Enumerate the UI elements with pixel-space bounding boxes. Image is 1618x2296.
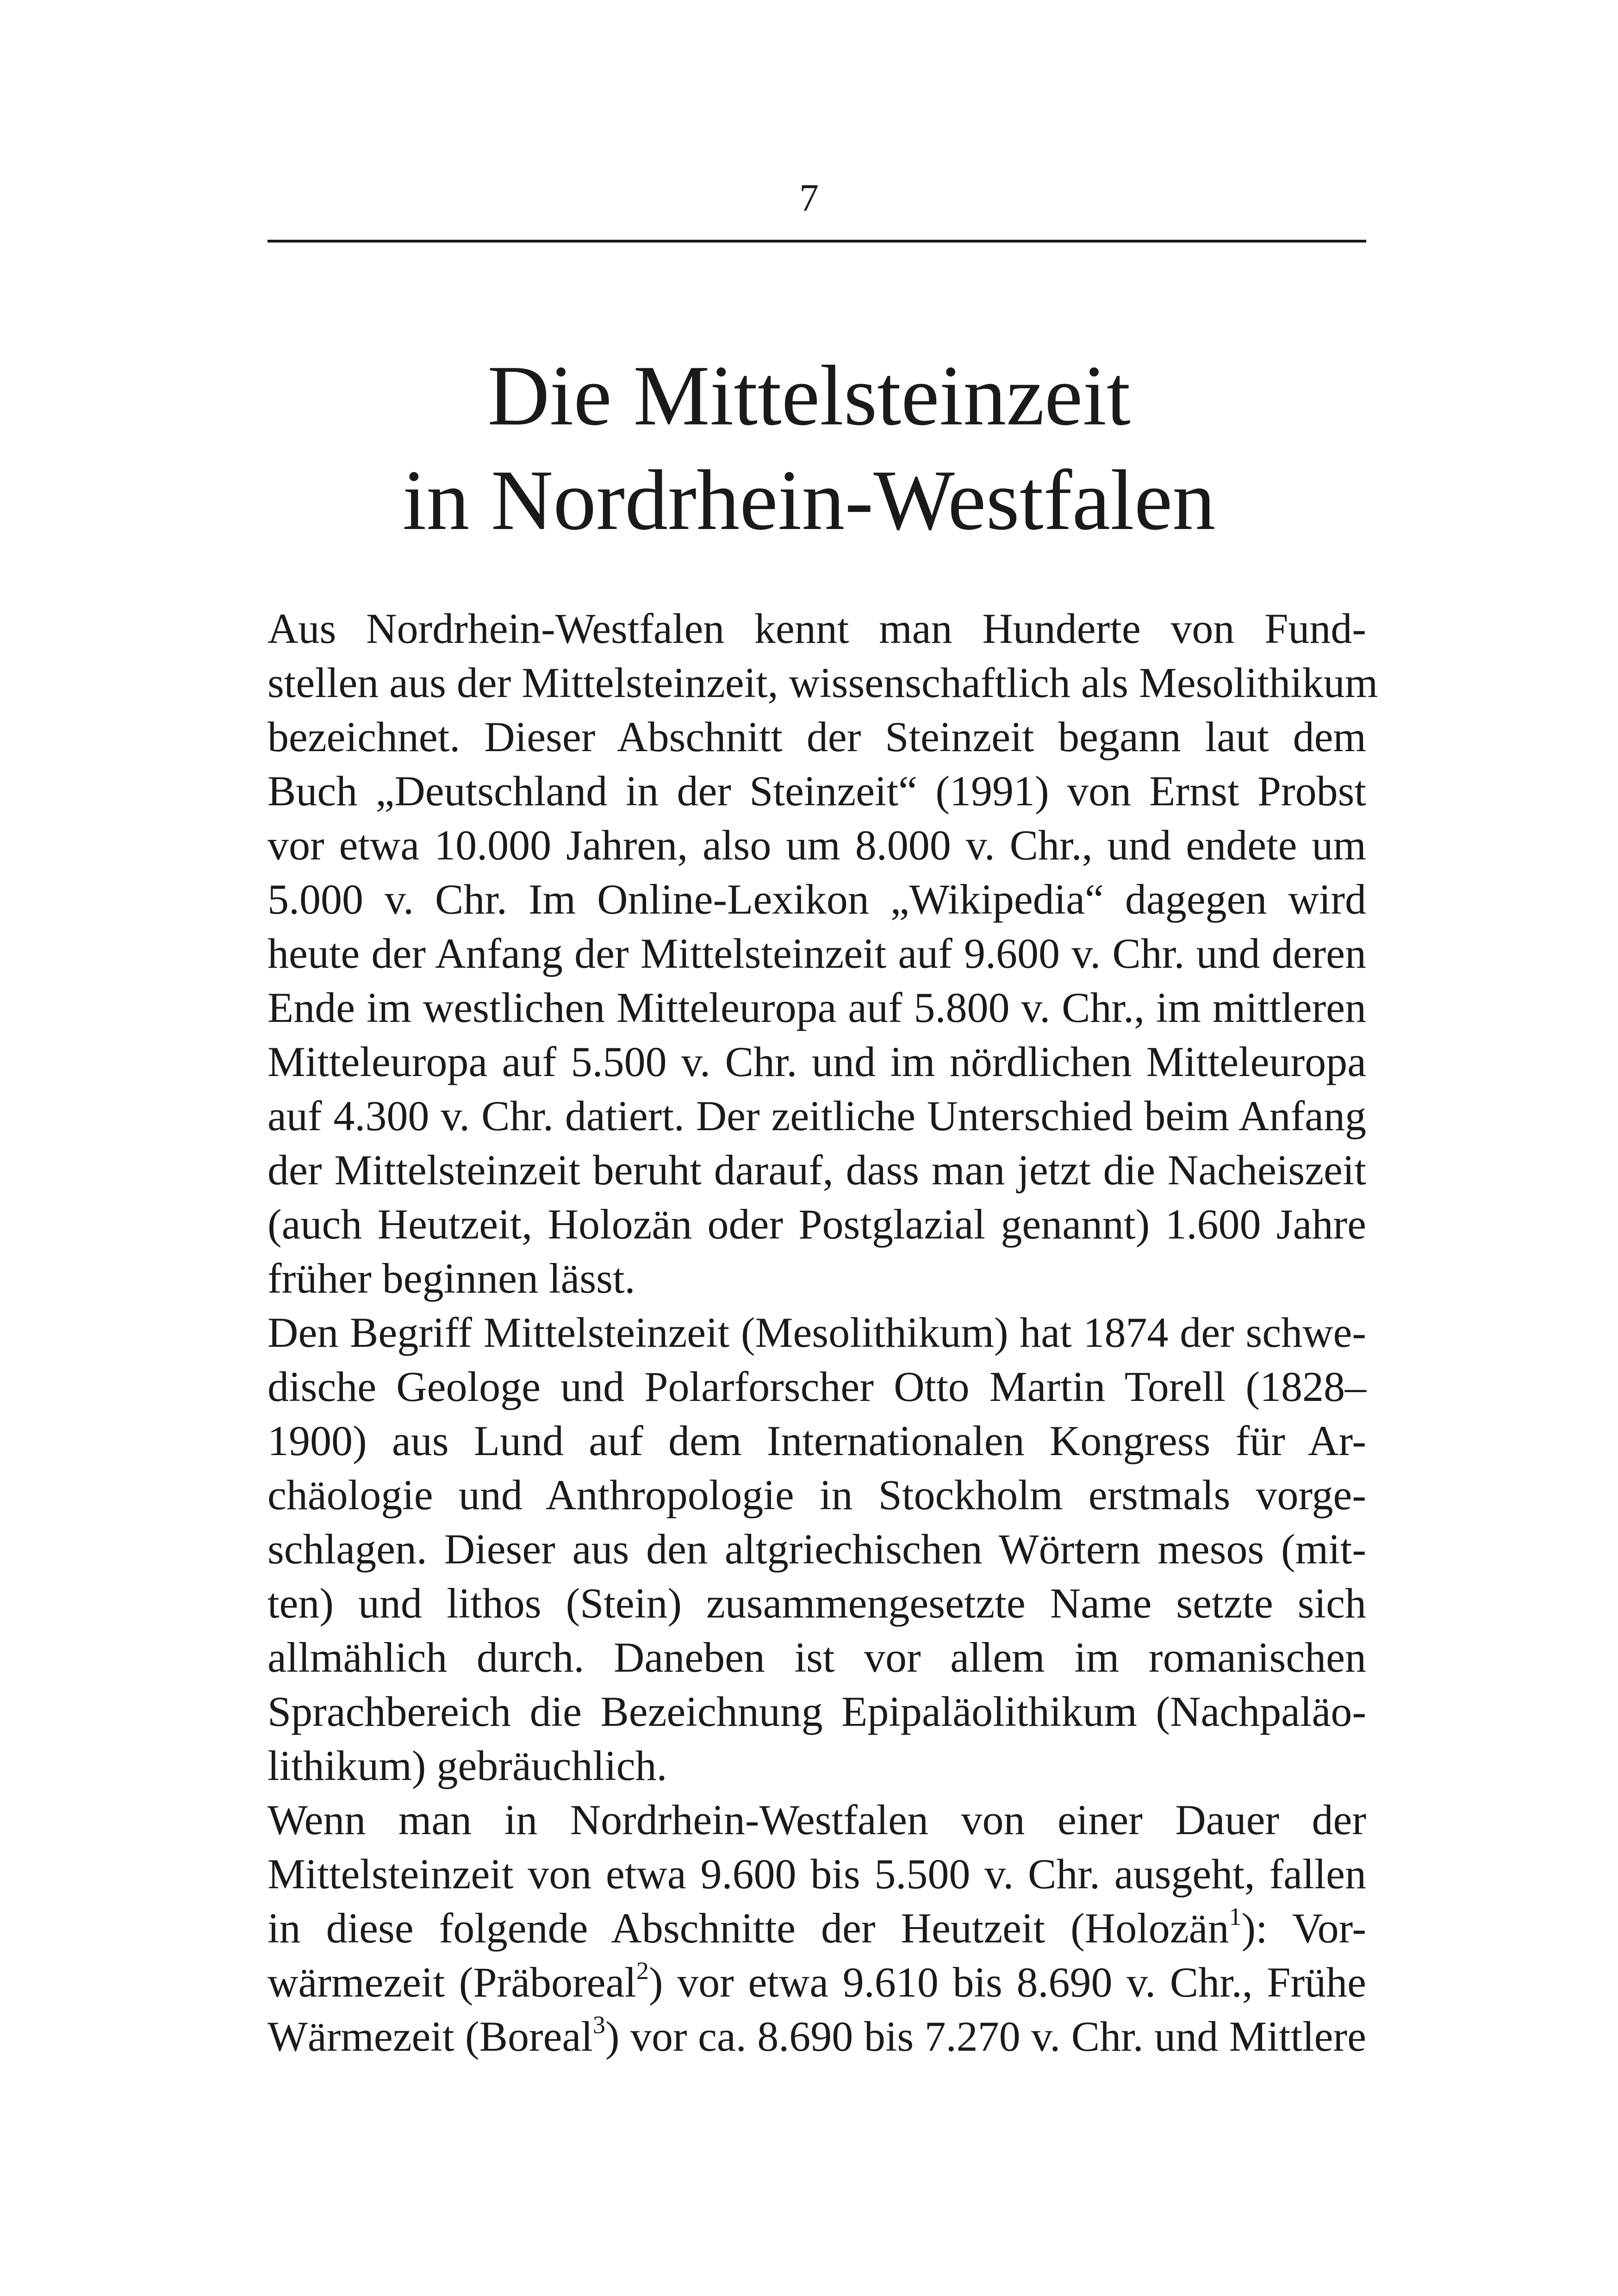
text-line: lithikum) gebräuchlich. <box>268 1742 667 1789</box>
text-line: 5.000 v. Chr. Im Online-Lexikon „Wikipedia“ dagegen wird <box>268 876 1366 923</box>
text-line <box>268 2010 1366 2064</box>
footnote-marker: 1 <box>1229 1903 1242 1930</box>
text-line: bezeichnet. Dieser Abschnitt der Steinzeit begann laut dem <box>268 713 1366 760</box>
text-line <box>268 1901 1366 1955</box>
chapter-title-line-2: in Nordrhein-Westfalen <box>402 453 1216 548</box>
text-line: Aus Nordrhein-Westfalen kennt man Hunderte von Fund- <box>268 605 1366 652</box>
text-line: der Mittelsteinzeit beruht darauf, dass man jetzt die Nacheiszeit <box>268 1146 1366 1194</box>
text-line: (auch Heutzeit, Holozän oder Postglazial genannt) 1.600 Jahre <box>268 1201 1366 1248</box>
text-line: heute der Anfang der Mittelsteinzeit auf 9.600 v. Chr. und deren <box>268 930 1366 977</box>
text-line: Mitteleuropa auf 5.500 v. Chr. und im nördlichen Mitteleuropa <box>268 1038 1366 1085</box>
text-line: früher beginnen lässt. <box>268 1255 635 1302</box>
text-line: Buch „Deutschland in der Steinzeit“ (1991) von Ernst Probst <box>268 767 1366 815</box>
text-segment: wärmezeit (Präboreal <box>268 1959 636 2006</box>
text-line <box>268 1955 1366 2010</box>
text-line: Mittelsteinzeit von etwa 9.600 bis 5.500 v. Chr. ausgeht, fallen <box>268 1850 1366 1898</box>
page-number: 7 <box>799 176 819 219</box>
text-segment: ) vor etwa 9.610 bis 8.690 v. Chr., Frühe <box>648 1959 1367 2006</box>
text-line: auf 4.300 v. Chr. datiert. Der zeitliche Unterschied beim Anfang <box>268 1092 1366 1139</box>
text-segment: ) vor ca. 8.690 bis 7.270 v. Chr. und Mittlere <box>605 2013 1366 2060</box>
text-segment: ): Vor- <box>1241 1904 1367 1952</box>
text-line: 1900) aus Lund auf dem Internationalen Kongress für Ar- <box>268 1417 1366 1464</box>
text-line: Wenn man in Nordrhein-Westfalen von einer Dauer der <box>268 1796 1366 1843</box>
footnote-marker: 3 <box>592 2011 605 2039</box>
text-line: dische Geologe und Polarforscher Otto Martin Torell (1828– <box>268 1363 1366 1410</box>
text-line: allmählich durch. Daneben ist vor allem im romanischen <box>268 1634 1366 1681</box>
text-line: Ende im westlichen Mitteleuropa auf 5.800 v. Chr., im mittleren <box>268 984 1366 1031</box>
text-line: chäologie und Anthropologie in Stockholm erstmals vorge- <box>268 1471 1366 1518</box>
text-segment: in diese folgende Abschnitte der Heutzeit (Holozän <box>268 1904 1229 1952</box>
text-line: schlagen. Dieser aus den altgriechischen Wörtern mesos (mit- <box>268 1525 1366 1573</box>
text-line: Den Begriff Mittelsteinzeit (Mesolithikum) hat 1874 der schwe- <box>268 1309 1366 1356</box>
text-line: stellen aus der Mittelsteinzeit, wissenschaftlich als Mesolithikum <box>268 659 1378 706</box>
chapter-title-line-1: Die Mittelsteinzeit <box>487 348 1131 443</box>
text-line: vor etwa 10.000 Jahren, also um 8.000 v. Chr., und endete um <box>268 821 1366 869</box>
text-line: ten) und lithos (Stein) zusammengesetzte Name setzte sich <box>268 1580 1366 1627</box>
chapter-title <box>0 343 1618 553</box>
text-segment: Wärmezeit (Boreal <box>268 2013 593 2060</box>
footnote-marker: 2 <box>636 1957 649 1985</box>
body-text <box>268 602 1378 2064</box>
header-rule <box>268 240 1366 243</box>
text-line: Sprachbereich die Bezeichnung Epipaläolithikum (Nachpaläo- <box>268 1688 1366 1735</box>
